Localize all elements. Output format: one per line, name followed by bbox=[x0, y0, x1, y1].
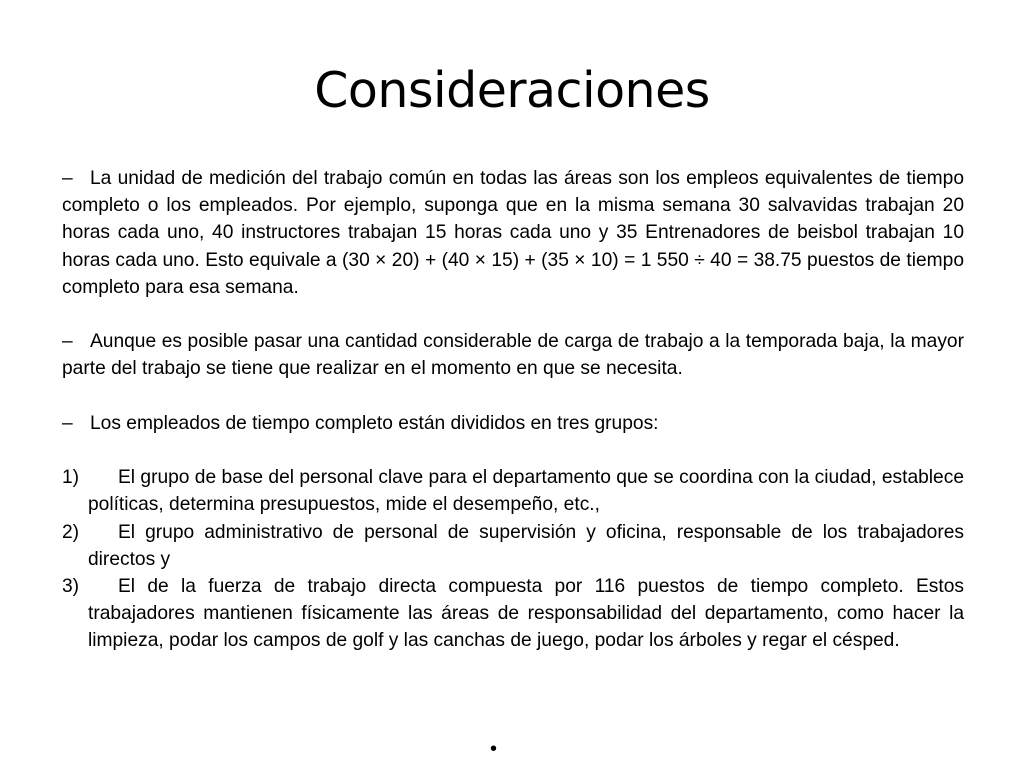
list-number: 1) bbox=[62, 467, 80, 489]
groups-list bbox=[62, 464, 964, 654]
list-number: 2) bbox=[62, 521, 80, 543]
paragraph-fte-definition bbox=[62, 165, 964, 301]
list-number: 3) bbox=[62, 576, 80, 597]
paragraph-spacer bbox=[62, 437, 964, 464]
list-item-text: El grupo de base del personal clave para el departamento que se coordina con la ciudad, establece políticas, determina presupuestos, mide el desempeño, etc., bbox=[88, 467, 964, 516]
paragraph-groups-intro bbox=[62, 410, 964, 437]
paragraph-text: Aunque es posible pasar una cantidad considerable de carga de trabajo a la temporada baja, la mayor parte del trabajo se tiene que realizar en el momento en que se necesita. bbox=[62, 331, 964, 380]
list-item-text: El grupo administrativo de personal de supervisión y oficina, responsable de los trabajadores directos y bbox=[88, 521, 964, 570]
list-item bbox=[62, 464, 964, 518]
empty-bullet: • bbox=[490, 738, 498, 760]
slide-body bbox=[62, 165, 964, 655]
paragraph-workload bbox=[62, 328, 964, 382]
dash-marker: – bbox=[62, 168, 73, 189]
dash-marker: – bbox=[62, 331, 73, 353]
list-item-text: El de la fuerza de trabajo directa compuesta por 116 puestos de tiempo completo. Estos trabajadores mantienen físicamente las áreas de responsabilidad del departamento, como hacer la limpieza, podar los campos de golf y las canchas de juego, podar los árboles y regar el césped. bbox=[88, 576, 964, 652]
paragraph-spacer bbox=[62, 301, 964, 328]
paragraph-text: La unidad de medición del trabajo común en todas las áreas son los empleos equivalentes de tiempo completo o los empleados. Por ejemplo, suponga que en la misma semana 30 salvavidas trabajan 20 horas cada uno, 40 instructores trabajan 15 horas cada uno y 35 Entrenadores de beisbol trabajan 10 horas cada uno. Esto equivale a (30 × 20) + (40 × 15) + (35 × 10) = 1 550 ÷ 40 = 38.75 puestos de tiempo completo para esa semana. bbox=[62, 168, 964, 298]
list-item bbox=[62, 573, 964, 655]
paragraph-spacer bbox=[62, 383, 964, 410]
slide-title: Consideraciones bbox=[314, 62, 710, 119]
list-item bbox=[62, 519, 964, 573]
dash-marker: – bbox=[62, 412, 73, 434]
paragraph-text: Los empleados de tiempo completo están divididos en tres grupos: bbox=[90, 412, 659, 434]
